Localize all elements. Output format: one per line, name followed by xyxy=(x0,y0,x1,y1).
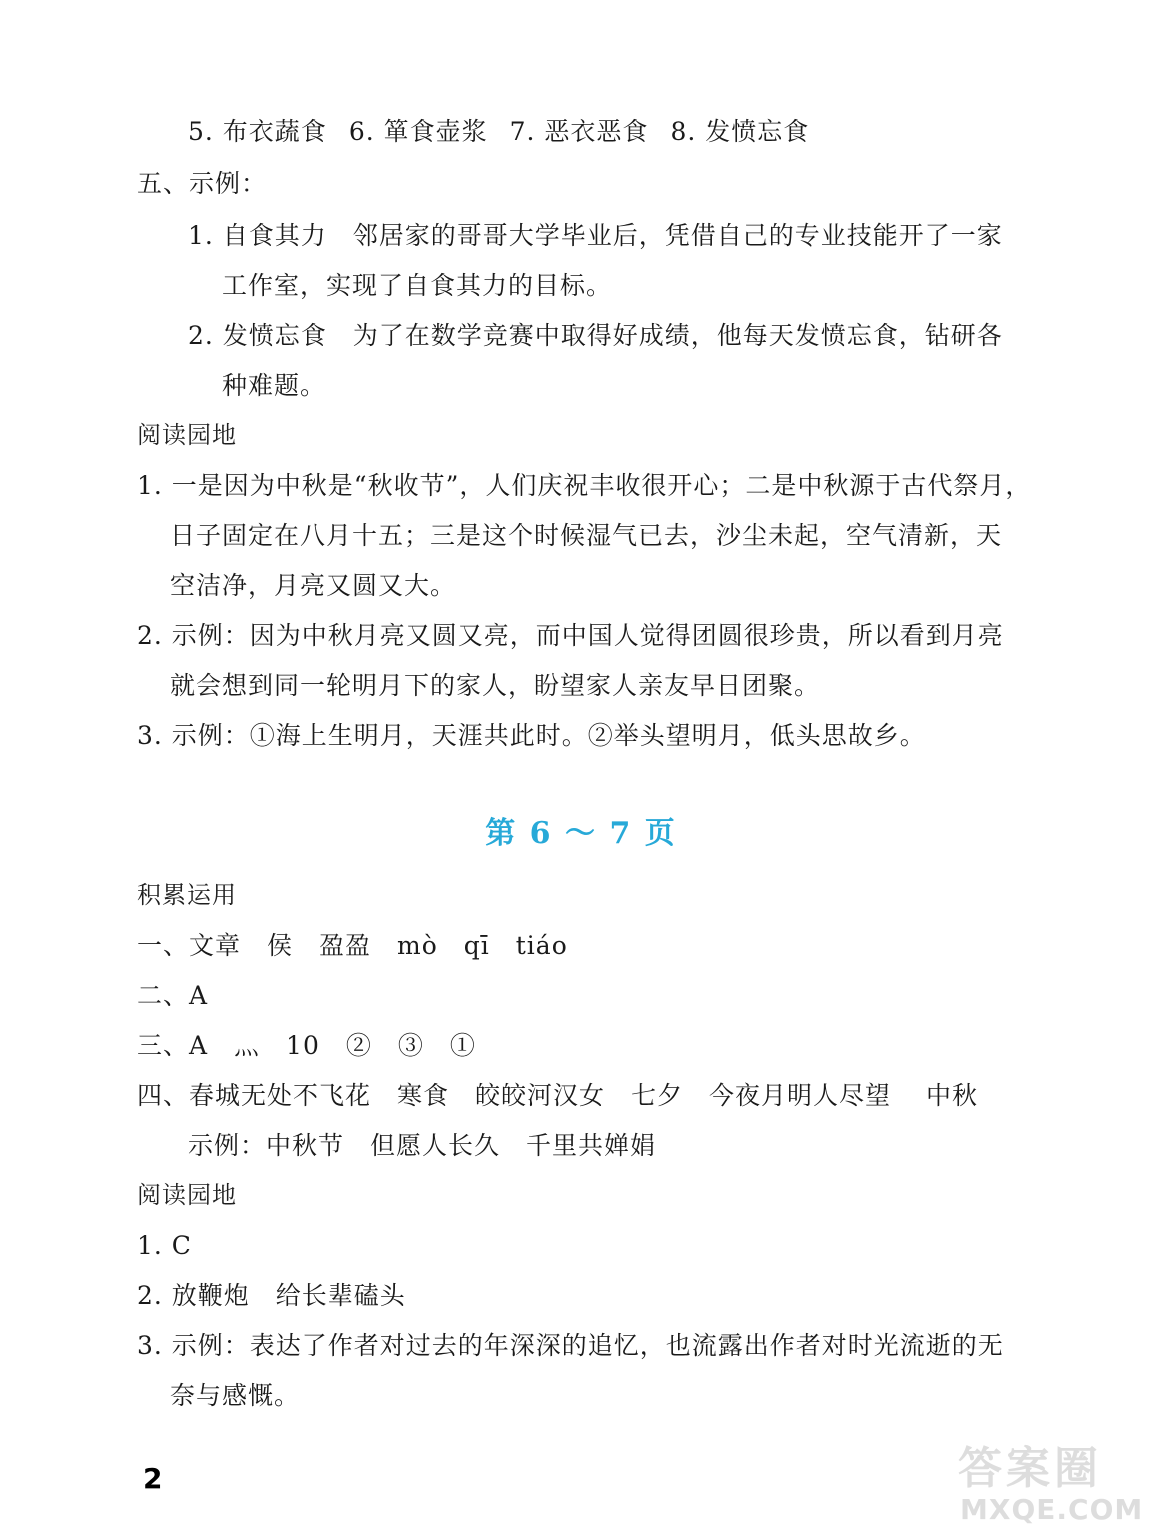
page-number: 2 xyxy=(143,1462,163,1495)
accumulate-three: 三、A 灬 10 ② ③ ① xyxy=(137,1031,476,1060)
reading1-q2-line-1: 2. 示例：因为中秋月亮又圆又亮，而中国人觉得团圆很珍贵，所以看到月亮 xyxy=(137,621,1004,650)
answer-line-5-8 xyxy=(188,116,809,148)
accumulate-two: 二、A xyxy=(137,981,209,1010)
reading1-q2-line-2: 就会想到同一轮明月下的家人，盼望家人亲友早日团聚。 xyxy=(170,671,821,700)
section-5-item-2-line-2: 种难题。 xyxy=(222,371,327,400)
accumulate-one: 一、文章 侯 盈盈 mò qī tiáo xyxy=(137,931,568,960)
section-5-label: 五、示例： xyxy=(137,169,268,198)
watermark-logo-text: 答案圈 xyxy=(958,1443,1102,1494)
answer-8: 8. 发愤忘食 xyxy=(670,117,810,146)
watermark-logo xyxy=(958,1444,1148,1530)
reading1-q1-line-3: 空洁净，月亮又圆又大。 xyxy=(170,571,457,600)
reading1-q1-line-2: 日子固定在八月十五；三是这个时候湿气已去，沙尘未起，空气清新，天 xyxy=(170,521,1003,550)
answer-5: 5. 布衣蔬食 xyxy=(188,117,327,146)
section-5-item-1-line-1: 1. 自食其力 邻居家的哥哥大学毕业后，凭借自己的专业技能开了一家 xyxy=(188,221,1003,250)
section-title-pages-6-7: 第 6 ～ 7 页 xyxy=(485,816,677,851)
reading2-q3-line-1: 3. 示例：表达了作者对过去的年深深的追忆，也流露出作者对时光流逝的无 xyxy=(137,1331,1004,1360)
section-5-item-2-line-1: 2. 发愤忘食 为了在数学竞赛中取得好成绩，他每天发愤忘食，钻研各 xyxy=(188,321,1003,350)
accumulate-heading: 积累运用 xyxy=(137,881,237,909)
accumulate-four-line-1: 四、春城无处不飞花 寒食 皎皎河汉女 七夕 今夜月明人尽望 中秋 xyxy=(137,1081,978,1110)
answer-6: 6. 箪食壶浆 xyxy=(348,117,488,146)
reading2-q2: 2. 放鞭炮 给长辈磕头 xyxy=(137,1281,406,1310)
accumulate-four-line-2: 示例：中秋节 但愿人长久 千里共婵娟 xyxy=(188,1131,657,1160)
answer-7: 7. 恶衣恶食 xyxy=(509,117,649,146)
reading2-q1: 1. C xyxy=(137,1231,192,1260)
watermark-url-text: MXQE.COM xyxy=(960,1493,1144,1526)
section-5-item-1-line-2: 工作室，实现了自食其力的目标。 xyxy=(222,271,613,300)
reading-heading-2: 阅读园地 xyxy=(137,1181,237,1209)
reading2-q3-line-2: 奈与感慨。 xyxy=(170,1381,301,1410)
reading-heading-1: 阅读园地 xyxy=(137,421,237,449)
reading1-q3-line-1: 3. 示例：①海上生明月，天涯共此时。②举头望明月，低头思故乡。 xyxy=(137,721,926,750)
reading1-q1-line-1: 1. 一是因为中秋是“秋收节”，人们庆祝丰收很开心；二是中秋源于古代祭月， xyxy=(137,471,1032,500)
